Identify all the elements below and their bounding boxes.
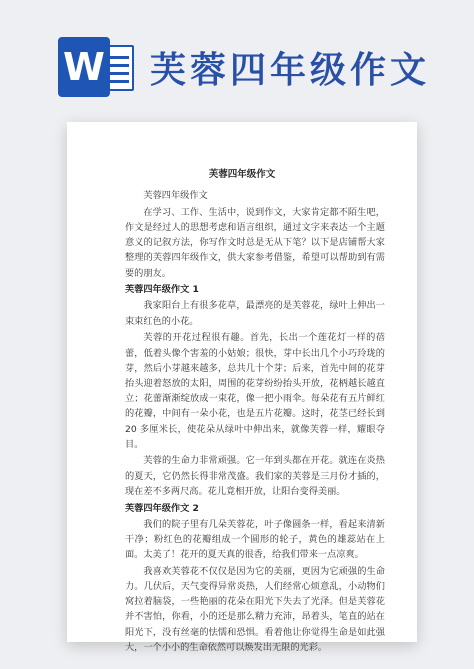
word-logo-tile: W [58, 37, 110, 97]
intro-paragraph: 在学习、工作、生活中，说到作文，大家肯定都不陌生吧，作文是经过人的思想考虑和语言组织，通过文字来表达一个主题意义的记叙方法，你写作文时总是无从下笔？以下是店铺帮大家整理的芙蓉四年级作文，供大家参考借鉴，希望可以帮助到有需要的朋友。 [125, 206, 385, 279]
word-document-icon [58, 37, 136, 97]
banner [0, 0, 474, 112]
paragraph: 我们的院子里有几朵芙蓉花，叶子像圆条一样，看起来清新干净；粉红色的花瓣组成一个圆形的轮子，黄色的雄蕊站在上面。太美了！花开的夏天真的很香，给我们带来一点凉爽。 [125, 518, 385, 561]
document-title: 芙蓉四年级作文 [208, 169, 276, 180]
document-page [67, 122, 417, 653]
document-subtitle: 芙蓉四年级作文 [143, 190, 208, 201]
section-heading: 芙蓉四年级作文 1 [125, 284, 199, 296]
banner-title: 芙蓉四年级作文 [150, 50, 431, 91]
document-body [125, 188, 385, 657]
paragraph: 我家阳台上有很多花草，最漂亮的是芙蓉花，绿叶上伸出一束束红色的小花。 [125, 300, 385, 327]
paragraph: 芙蓉的生命力非常顽强。它一年到头都在开花。就连在炎热的夏天，它仍然长得非常茂盛。我们家的芙蓉是三月份才插的，现在差不多两尺高。花儿竟相开放，让阳台变得美丽。 [125, 455, 385, 497]
paragraph: 芙蓉的开花过程很有趣。首先，长出一个莲花灯一样的蓓蕾，低着头像个害羞的小姑娘；很快，芽中长出几个小巧玲珑的芽，然后小芽越来越多，总共几十个芽；后来，首先中间的花芽抬头迎着怒放的太阳，周围的花芽纷纷抬头开放，花柄越长越直立；花蕾渐渐绽放成一束花，像一把小雨伞。每朵花有五片鲜红的花瓣，中间有一朵小花，也是五片花瓣。这时，花茎已经长到 20 多厘米长，使花朵从绿叶中伸出来，就像芙蓉一样，耀眼夺目。 [125, 332, 385, 450]
paragraph: 我喜欢芙蓉花不仅仅是因为它的美丽，更因为它顽强的生命力。几伏后，天气变得异常炎热，人们经常心烦意乱，小动物们窝拉着脑袋，一些艳丽的花朵在阳光下失去了光泽。但是芙蓉花并不害怕，你看，小的还是那么精力充沛，昂着头，笔直的站在阳光下，没有丝毫的怯懦和恐惧。看着他让你觉得生命是如此强大，一个小小的生命依然可以焕发出无限的光彩。 [125, 565, 385, 653]
section-heading: 芙蓉四年级作文 2 [125, 502, 199, 514]
